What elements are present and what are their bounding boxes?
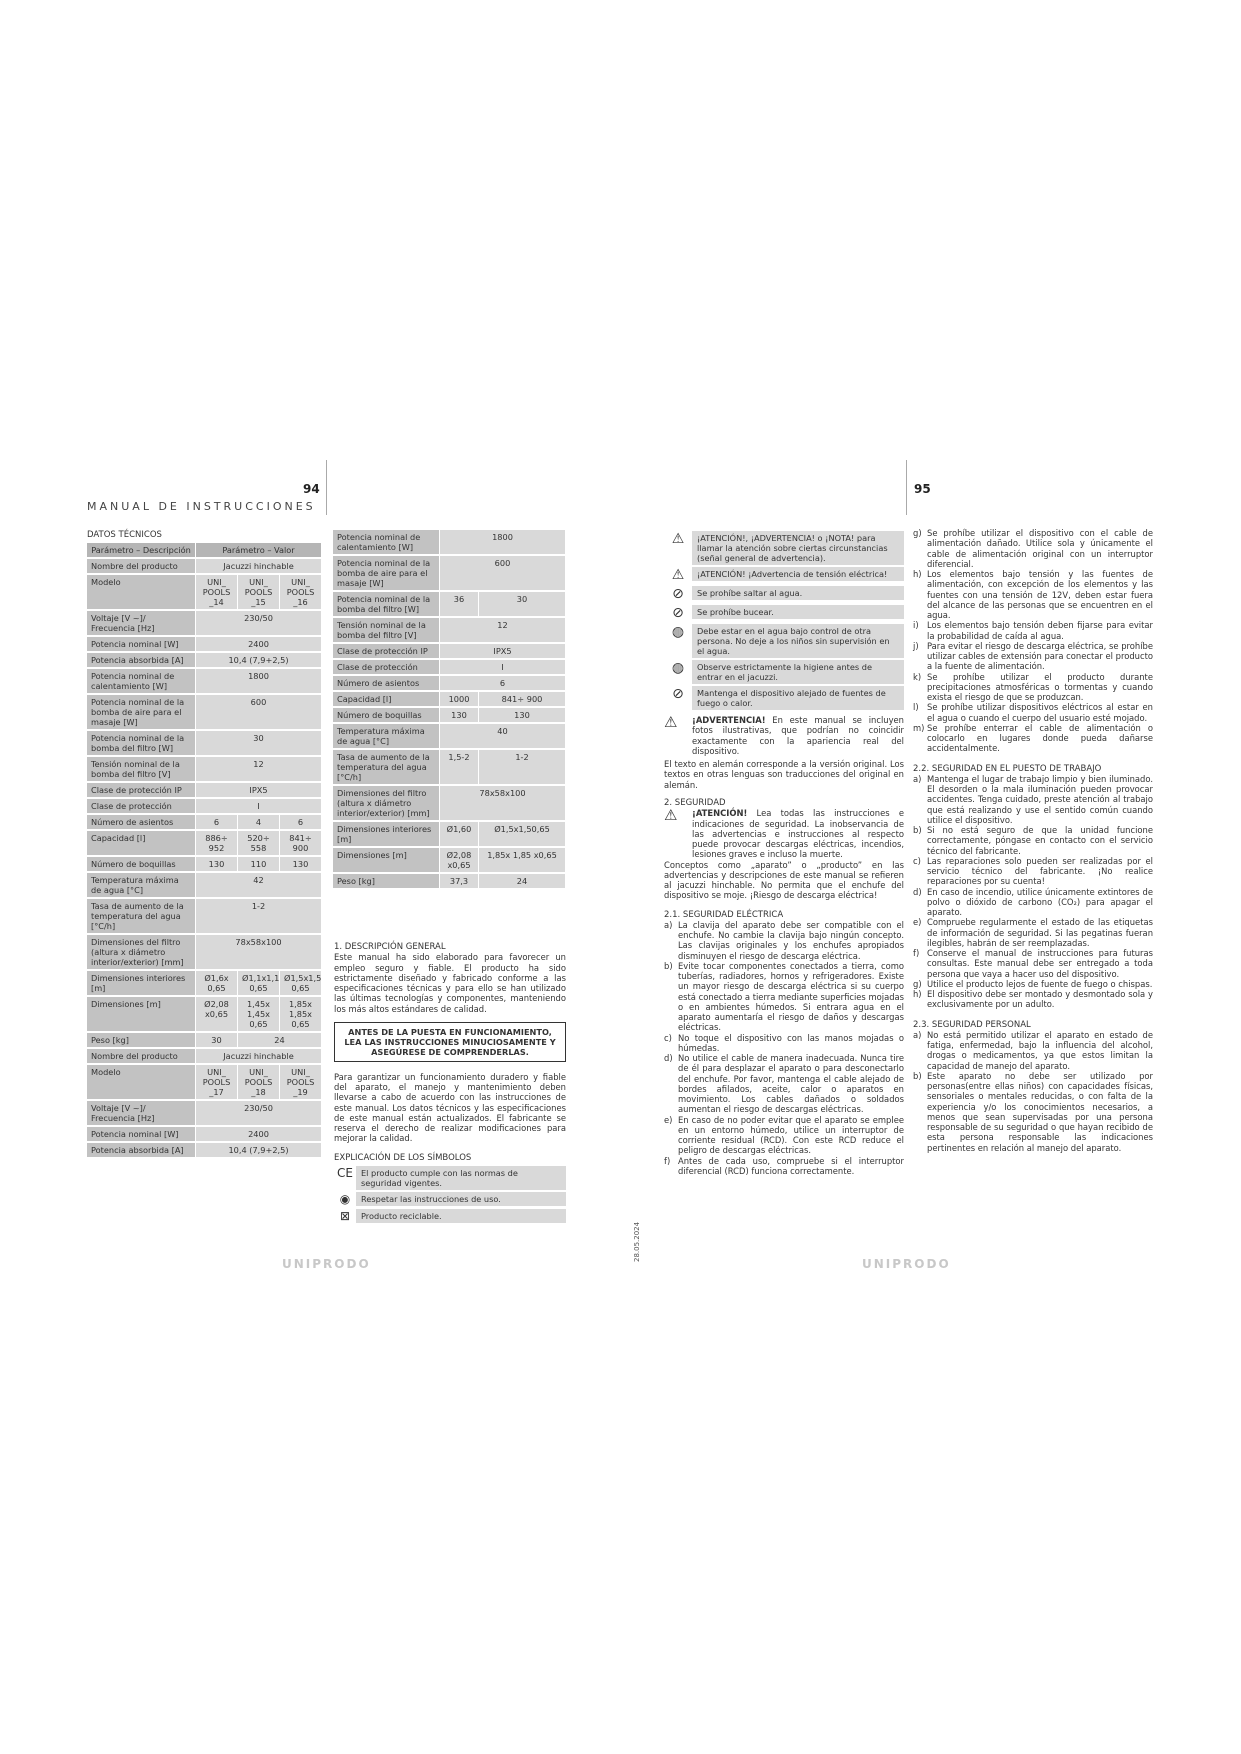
german-text: El texto en alemán corresponde a la versión original. Los textos en otras lenguas son traducciones del original en alemán. (664, 759, 904, 790)
value-cell: 12 (196, 757, 321, 781)
guarantee-paragraph: Para garantizar un funcionamiento duradero y fiable del aparato, el manejo y mantenimiento deben llevarse a cabo de acuerdo con las instrucciones de este manual. Los datos técnicos y las especificaciones de este manual están actualizados. El fabricante se reserva el derecho de realizar modificaciones para mejorar la calidad. (334, 1071, 566, 1144)
table-row (87, 669, 321, 693)
warning-symbol-row (664, 567, 904, 584)
table-row (87, 731, 321, 755)
warning-symbol-text: ¡ATENCIÓN!, ¡ADVERTENCIA! o ¡NOTA! para llamar la atención sobre ciertas circunstancias (señal general de advertencia). (692, 531, 904, 565)
general-description (334, 942, 566, 1225)
value-cell: 6 (280, 815, 321, 829)
value-cell: 130 (196, 857, 237, 871)
list-item (664, 1033, 904, 1054)
param-cell: Dimensiones interiores [m] (333, 822, 439, 846)
list-item (913, 672, 1153, 703)
section-title-tech-data: DATOS TÉCNICOS (87, 530, 162, 540)
header-cell: Parámetro – Valor (196, 543, 321, 557)
value-cell: 1-2 (196, 899, 321, 933)
tech-data-table-1 (86, 541, 322, 1159)
warning-symbols-list (664, 531, 904, 710)
list-letter: c) (664, 1032, 672, 1043)
symbol-row (334, 1166, 566, 1190)
table-row (87, 873, 321, 897)
value-cell: 1-2 (479, 750, 565, 784)
list-text: Los elementos bajo tensión y las fuentes de alimentación, con excepción de los elementos y las fuentes con una tensión de 12V, deben estar fuera del alcance de las personas que se encuentren en el agua. (927, 569, 1153, 620)
tech-data-table-2 (332, 528, 566, 890)
warning-symbol-text: Mantenga el dispositivo alejado de fuentes de fuego o calor. (692, 686, 904, 710)
value-cell: 10,4 (7,9+2,5) (196, 1143, 321, 1157)
list-item (913, 989, 1153, 1010)
table-row (333, 848, 565, 872)
table-row (87, 1049, 321, 1063)
list-letter: b) (913, 1070, 922, 1081)
table-row (333, 618, 565, 642)
list-text: Este aparato no debe ser utilizado por personas(entre ellas niños) con capacidades físicas, sensoriales o mentales reducidas, o con falta de la experiencia y/o los conocimientos necesarios, a menos que sean supervisadas por una persona responsable de su seguridad o que hayan recibido de esta persona responsable las indicaciones pertinentes en relación al manejo del aparato. (927, 1070, 1153, 1153)
list-text: Se prohíbe utilizar el producto durante precipitaciones atmosféricas o tormentas y cuando exista el riesgo de que se produzcan. (927, 671, 1153, 702)
table-row (87, 783, 321, 797)
value-cell: Ø1,5x1,5 0,65 (280, 971, 321, 995)
advertencia-text: En este manual se incluyen fotos ilustrativas, que podrían no coincidir exactamente con la apariencia real del dispositivo. (692, 715, 904, 756)
value-cell: 600 (440, 556, 565, 590)
param-cell: Dimensiones [m] (333, 848, 439, 872)
atencion-label: ¡ATENCIÓN! (692, 808, 748, 819)
param-cell: Tensión nominal de la bomba del filtro [V] (87, 757, 195, 781)
value-cell: I (196, 799, 321, 813)
param-cell: Potencia nominal de la bomba del filtro [W] (87, 731, 195, 755)
value-cell: 1,5-2 (440, 750, 478, 784)
param-cell: Dimensiones interiores [m] (87, 971, 195, 995)
table-row (87, 831, 321, 855)
list-text: En caso de incendio, utilice únicamente extintores de polvo o dióxido de carbono (CO₂) para apagar el aparato. (927, 886, 1153, 918)
list-text: Para evitar el riesgo de descarga eléctrica, se prohíbe utilizar cables de extensión para conectar el producto a la fuente de alimentación. (927, 640, 1153, 672)
param-cell: Potencia nominal [W] (87, 637, 195, 651)
table-row (87, 1101, 321, 1125)
param-cell: Número de asientos (333, 676, 439, 690)
value-cell: 600 (196, 695, 321, 729)
list-text: Antes de cada uso, compruebe si el interruptor diferencial (RCD) funciona correctamente. (678, 1155, 904, 1176)
param-cell: Potencia absorbida [A] (87, 1143, 195, 1157)
param-cell: Número de asientos (87, 815, 195, 829)
value-cell: 841÷ 900 (479, 692, 565, 706)
right-col-1 (664, 531, 904, 1176)
warning-triangle-icon: ⚠ (664, 713, 678, 732)
param-cell: Modelo (87, 575, 195, 609)
warning-symbol-text: Debe estar en el agua bajo control de otra persona. No deje a los niños sin supervisión en el agua. (692, 624, 904, 658)
list-item (913, 723, 1153, 754)
no-diving-icon: ⊘ (672, 605, 684, 622)
value-cell: 2400 (196, 637, 321, 651)
table-row (333, 750, 565, 784)
symbols-list (334, 1166, 566, 1223)
value-cell: Jacuzzi hinchable (196, 1049, 321, 1063)
param-cell: Nombre del producto (87, 1049, 195, 1063)
list-text: Se prohíbe enterrar el cable de alimentación o colocarlo en lugares donde pueda dañarse accidentalmente. (927, 722, 1153, 754)
table-row (333, 644, 565, 658)
list-letter: c) (913, 855, 921, 866)
value-cell: 6 (196, 815, 237, 829)
list-item (913, 528, 1153, 569)
symbol-row (334, 1209, 566, 1224)
ce-mark-icon: CE (337, 1165, 353, 1180)
value-cell: UNI_ POOLS _17 (196, 1065, 237, 1099)
list-letter: e) (913, 917, 922, 928)
section-2-3-title: 2.3. SEGURIDAD PERSONAL (913, 1019, 1031, 1030)
list-letter: f) (664, 1155, 671, 1166)
value-cell: 6 (440, 676, 565, 690)
logo-right: UNIPRODO (862, 1257, 951, 1271)
value-cell: 24 (479, 874, 565, 888)
warning-symbol-row (664, 686, 904, 710)
section-2-2-title: 2.2. SEGURIDAD EN EL PUESTO DE TRABAJO (913, 763, 1102, 774)
table-row (333, 692, 565, 706)
param-cell: Tensión nominal de la bomba del filtro [V] (333, 618, 439, 642)
table-row (87, 695, 321, 729)
warning-symbol-row (664, 660, 904, 684)
warning-symbol-text: Se prohíbe saltar al agua. (692, 586, 904, 600)
list-letter: i) (913, 620, 919, 631)
table-row (87, 997, 321, 1031)
list-text: Si no está seguro de que la unidad funcione correctamente, póngase en contacto con el servicio técnico del fabricante. (927, 825, 1153, 856)
value-cell: 520÷ 558 (238, 831, 279, 855)
param-cell: Clase de protección IP (333, 644, 439, 658)
list-letter: k) (913, 671, 922, 682)
value-cell: 40 (440, 724, 565, 748)
table-row (87, 1143, 321, 1157)
list-item (913, 569, 1153, 620)
advertencia-label: ¡ADVERTENCIA! (692, 715, 766, 726)
list-text: No utilice el cable de manera inadecuada. Nunca tire de él para desplazar el aparato o para desconectarlo del enchufe. Por favor, mantenga el cable alejado de bordes afilados, aceite, calor o aparatos en movimiento. Los cables dañados o soldados aumentan el riesgo de descargas eléctricas. (678, 1053, 904, 1115)
value-cell: 130 (280, 857, 321, 871)
list-item (913, 1030, 1153, 1071)
warning-symbol-row (664, 531, 904, 565)
symbol-text: Respetar las instrucciones de uso. (356, 1192, 566, 1206)
warning-triangle-icon: ⚠ (664, 806, 678, 825)
table-row (333, 874, 565, 888)
value-cell: 886÷ 952 (196, 831, 237, 855)
list-item (664, 1156, 904, 1177)
param-cell: Voltaje [V ~]/ Frecuencia [Hz] (87, 1101, 195, 1125)
param-cell: Tasa de aumento de la temperatura del agua [°C/h] (87, 899, 195, 933)
list-item (913, 702, 1153, 723)
table-row (87, 637, 321, 651)
param-cell: Peso [kg] (87, 1033, 195, 1047)
table-row (87, 935, 321, 969)
conceptos-text: Conceptos como „aparato” o „producto” en las advertencias y descripciones de este manual se refieren al jacuzzi hinchable. No permita que el enchufe del dispositivo se moje. ¡Riesgo de descarga eléctrica! (664, 859, 904, 901)
param-cell: Número de boquillas (87, 857, 195, 871)
list-letter: g) (913, 528, 922, 538)
list-item (913, 825, 1153, 856)
param-cell: Capacidad [l] (333, 692, 439, 706)
logo-left: UNIPRODO (282, 1257, 371, 1271)
param-cell: Potencia nominal de la bomba del filtro [W] (333, 592, 439, 616)
value-cell: 36 (440, 592, 478, 616)
page-number-right: 95 (914, 482, 931, 496)
table-row (87, 799, 321, 813)
param-cell: Clase de protección (87, 799, 195, 813)
value-cell: 130 (479, 708, 565, 722)
electric-warning-icon: ⚠ (671, 567, 685, 583)
workplace-safety-list (913, 774, 1153, 1010)
value-cell: 24 (238, 1033, 321, 1047)
value-cell: 10,4 (7,9+2,5) (196, 653, 321, 667)
list-letter: d) (664, 1053, 673, 1064)
value-cell: 1,85x 1,85x 0,65 (280, 997, 321, 1031)
list-item (913, 1071, 1153, 1153)
list-letter: b) (664, 960, 673, 971)
table-row (333, 592, 565, 616)
table-row (87, 815, 321, 829)
table-row (333, 556, 565, 590)
table-row (333, 786, 565, 820)
list-text: Los elementos bajo tensión deben fijarse para evitar la probabilidad de caída al agua. (927, 620, 1153, 641)
list-item (913, 917, 1153, 948)
symbol-text: El producto cumple con las normas de seguridad vigentes. (356, 1166, 566, 1190)
warning-symbol-text: ¡ATENCIÓN! ¡Advertencia de tensión eléctrica! (692, 567, 904, 581)
hygiene-icon: ◍ (671, 660, 685, 677)
list-letter: d) (913, 886, 922, 897)
value-cell: 230/50 (196, 611, 321, 635)
list-letter: m) (913, 722, 925, 733)
value-cell: UNI_ POOLS _19 (280, 1065, 321, 1099)
value-cell: 4 (238, 815, 279, 829)
value-cell: Ø1,60 (440, 822, 478, 846)
list-text: Compruebe regularmente el estado de las etiquetas de información de seguridad. Si las pegatinas fueran ilegibles, habrán de ser reemplazadas. (927, 917, 1153, 948)
value-cell: 78x58x100 (440, 786, 565, 820)
list-text: Se prohíbe utilizar dispositivos eléctricos al estar en el agua o cuando el cuerpo del usuario esté mojado. (927, 702, 1153, 723)
value-cell: 110 (238, 857, 279, 871)
param-cell: Potencia nominal de calentamiento [W] (333, 530, 439, 554)
param-cell: Potencia nominal de la bomba de aire para el masaje [W] (87, 695, 195, 729)
atencion-text: Lea todas las instrucciones e indicaciones de seguridad. La inobservancia de las advertencias e instrucciones al respecto puede provocar descargas eléctricas, incendios, lesiones graves e incluso la muerte. (692, 808, 904, 860)
general-description-text: Este manual ha sido elaborado para favorecer un empleo seguro y fiable. El producto ha sido estrictamente diseñado y fabricado conforme a las especificaciones técnicas y para ello se han utilizado las últimas tecnologías y componentes, manteniendo los más altos estándares de calidad. (334, 952, 566, 1014)
value-cell: 37,3 (440, 874, 478, 888)
manual-title: MANUAL DE INSTRUCCIONES (87, 500, 316, 513)
list-letter: a) (664, 919, 673, 930)
print-date: 28.05.2024 (633, 1221, 641, 1262)
value-cell: 841÷ 900 (280, 831, 321, 855)
table-row (333, 530, 565, 554)
warning-symbol-row (664, 624, 904, 658)
value-cell: 42 (196, 873, 321, 897)
param-cell: Temperatura máxima de agua [°C] (333, 724, 439, 748)
warning-symbol-row (664, 605, 904, 622)
param-cell: Dimensiones [m] (87, 997, 195, 1031)
list-letter: g) (913, 978, 922, 989)
recycle-bin-icon: ⊠ (339, 1208, 351, 1223)
symbols-title: EXPLICACIÓN DE LOS SÍMBOLOS (334, 1152, 472, 1163)
list-item (664, 1115, 904, 1156)
list-letter: f) (913, 948, 920, 959)
value-cell: I (440, 660, 565, 674)
list-letter: h) (913, 989, 922, 1000)
value-cell: UNI_ POOLS _14 (196, 575, 237, 609)
warning-symbol-text: Se prohíbe bucear. (692, 605, 904, 619)
value-cell: Jacuzzi hinchable (196, 559, 321, 573)
table-row (87, 1033, 321, 1047)
list-letter: e) (664, 1114, 673, 1125)
list-item (664, 961, 904, 1033)
list-text: Utilice el producto lejos de fuente de fuego o chispas. (927, 978, 1153, 989)
warning-box: ANTES DE LA PUESTA EN FUNCIONAMIENTO, LEA LAS INSTRUCCIONES MINUCIOSAMENTE Y ASEGÚRESE DE COMPRENDERLAS. (334, 1022, 566, 1062)
value-cell: Ø1,5x1,50,65 (479, 822, 565, 846)
param-cell: Clase de protección IP (87, 783, 195, 797)
table-row (87, 971, 321, 995)
list-text: Evite tocar componentes conectados a tierra, como tuberías, radiadores, hornos y refrigeradores. Existe un mayor riesgo de descarga eléctrica si su cuerpo está conectado a tierra mediante superficies mojadas o en ambientes húmedos. Si entrara agua en el aparato aumentaría el riesgo de daños y descargas eléctricas. (678, 960, 905, 1033)
list-text: Conserve el manual de instrucciones para futuras consultas. Este manual debe ser entregado a toda persona que vaya a hacer uso del dispositivo. (927, 948, 1153, 979)
value-cell: 2400 (196, 1127, 321, 1141)
child-supervision-icon: ◍ (671, 624, 685, 641)
list-item (913, 887, 1153, 918)
param-cell: Potencia absorbida [A] (87, 653, 195, 667)
list-text: El dispositivo debe ser montado y desmontado sola y exclusivamente por un adulto. (927, 989, 1153, 1010)
warning-triangle-icon: ⚠ (671, 531, 685, 547)
table-row (87, 1127, 321, 1141)
table-row (87, 1065, 321, 1099)
param-cell: Voltaje [V ~]/ Frecuencia [Hz] (87, 611, 195, 635)
list-text: La clavija del aparato debe ser compatible con el enchufe. No cambie la clavija bajo ningún concepto. Las clavijas originales y los enchufes apropiados disminuyen el riesgo de descarga eléctrica. (678, 919, 904, 961)
value-cell: 78x58x100 (196, 935, 321, 969)
warning-symbol-text: Observe estrictamente la higiene antes de entrar en el jacuzzi. (692, 660, 904, 684)
value-cell: UNI_ POOLS _16 (280, 575, 321, 609)
list-text: Mantenga el lugar de trabajo limpio y bien iluminado. El desorden o la mala iluminación pueden provocar accidentes. Tenga cuidado, preste atención al trabajo que está realizando y use el sentido común cuando utilice el dispositivo. (927, 773, 1153, 825)
list-letter: a) (913, 773, 922, 784)
param-cell: Dimensiones del filtro (altura x diámetro interior/exterior) [mm] (333, 786, 439, 820)
value-cell: UNI_ POOLS _18 (238, 1065, 279, 1099)
param-cell: Peso [kg] (333, 874, 439, 888)
param-cell: Nombre del producto (87, 559, 195, 573)
value-cell: Ø1,6x 0,65 (196, 971, 237, 995)
list-letter: j) (913, 640, 919, 651)
table-row (333, 660, 565, 674)
value-cell: 1,85x 1,85 x0,65 (479, 848, 565, 872)
param-cell: Número de boquillas (333, 708, 439, 722)
electrical-safety-list (664, 920, 904, 1176)
no-jumping-icon: ⊘ (672, 586, 684, 603)
value-cell: Ø2,08 x0,65 (196, 997, 237, 1031)
table-row (87, 857, 321, 871)
value-cell: 30 (196, 1033, 237, 1047)
read-manual-icon: ◉ (339, 1191, 351, 1206)
list-item (664, 1053, 904, 1115)
no-fire-icon: ⊘ (672, 686, 684, 703)
table-row (333, 676, 565, 690)
value-cell: UNI_ POOLS _15 (238, 575, 279, 609)
symbol-text: Producto reciclable. (356, 1209, 566, 1223)
param-cell: Tasa de aumento de la temperatura del agua [°C/h] (333, 750, 439, 784)
value-cell: 30 (479, 592, 565, 616)
param-cell: Potencia nominal [W] (87, 1127, 195, 1141)
list-item (913, 641, 1153, 672)
general-description-title: 1. DESCRIPCIÓN GENERAL (334, 942, 446, 952)
list-text: Las reparaciones solo pueden ser realizadas por el servicio técnico del fabricante. ¡No realice reparaciones por su cuenta! (927, 855, 1153, 887)
page-number-left: 94 (303, 482, 320, 496)
value-cell: 12 (440, 618, 565, 642)
list-letter: b) (913, 825, 922, 836)
list-text: No está permitido utilizar el aparato en estado de fatiga, enfermedad, bajo la influencia del alcohol, drogas o medicamentos, ya que estos limitan la capacidad de manejo del aparato. (927, 1029, 1153, 1071)
list-text: En caso de no poder evitar que el aparato se emplee en un entorno húmedo, utilice un interruptor de corriente residual (RCD). Con este RCD reduce el peligro de descargas eléctricas. (678, 1114, 904, 1156)
value-cell: 1000 (440, 692, 478, 706)
value-cell: 1800 (440, 530, 565, 554)
table-row (87, 653, 321, 667)
param-cell: Clase de protección (333, 660, 439, 674)
table-row (87, 559, 321, 573)
value-cell: Ø1,1x1,1 0,65 (238, 971, 279, 995)
list-item (664, 920, 904, 961)
table-row (87, 899, 321, 933)
table-row (333, 724, 565, 748)
personal-safety-list (913, 1030, 1153, 1153)
right-col-2 (913, 528, 1153, 1153)
table-row (333, 708, 565, 722)
list-item (913, 948, 1153, 979)
value-cell: 30 (196, 731, 321, 755)
list-item (913, 979, 1153, 989)
list-text: Se prohíbe utilizar el dispositivo con el cable de alimentación dañado. Utilice sola y únicamente el cable de alimentación original con un interruptor diferencial. (927, 528, 1153, 569)
list-text: No toque el dispositivo con las manos mojadas o húmedas. (678, 1032, 904, 1053)
param-cell: Modelo (87, 1065, 195, 1099)
section-2-1-title: 2.1. SEGURIDAD ELÉCTRICA (664, 909, 784, 920)
table-row (87, 575, 321, 609)
value-cell: IPX5 (196, 783, 321, 797)
value-cell: 1800 (196, 669, 321, 693)
table-row (87, 757, 321, 781)
list-letter: a) (913, 1029, 922, 1040)
param-cell: Potencia nominal de la bomba de aire para el masaje [W] (333, 556, 439, 590)
warning-symbol-row (664, 586, 904, 603)
value-cell: IPX5 (440, 644, 565, 658)
value-cell: Ø2,08 x0,65 (440, 848, 478, 872)
electrical-safety-list-cont (913, 528, 1153, 754)
header-cell: Parámetro – Descripción (87, 543, 195, 557)
value-cell: 230/50 (196, 1101, 321, 1125)
list-item (913, 856, 1153, 887)
symbol-row (334, 1192, 566, 1207)
table-row (333, 822, 565, 846)
value-cell: 130 (440, 708, 478, 722)
param-cell: Capacidad [l] (87, 831, 195, 855)
table-row (87, 611, 321, 635)
list-item (913, 620, 1153, 641)
value-cell: 1,45x 1,45x 0,65 (238, 997, 279, 1031)
param-cell: Dimensiones del filtro (altura x diámetro interior/exterior) [mm] (87, 935, 195, 969)
param-cell: Potencia nominal de calentamiento [W] (87, 669, 195, 693)
section-2-title: 2. SEGURIDAD (664, 797, 726, 808)
list-letter: l) (913, 702, 919, 713)
table-header-row (87, 543, 321, 557)
list-item (913, 774, 1153, 825)
param-cell: Temperatura máxima de agua [°C] (87, 873, 195, 897)
list-letter: h) (913, 569, 922, 579)
